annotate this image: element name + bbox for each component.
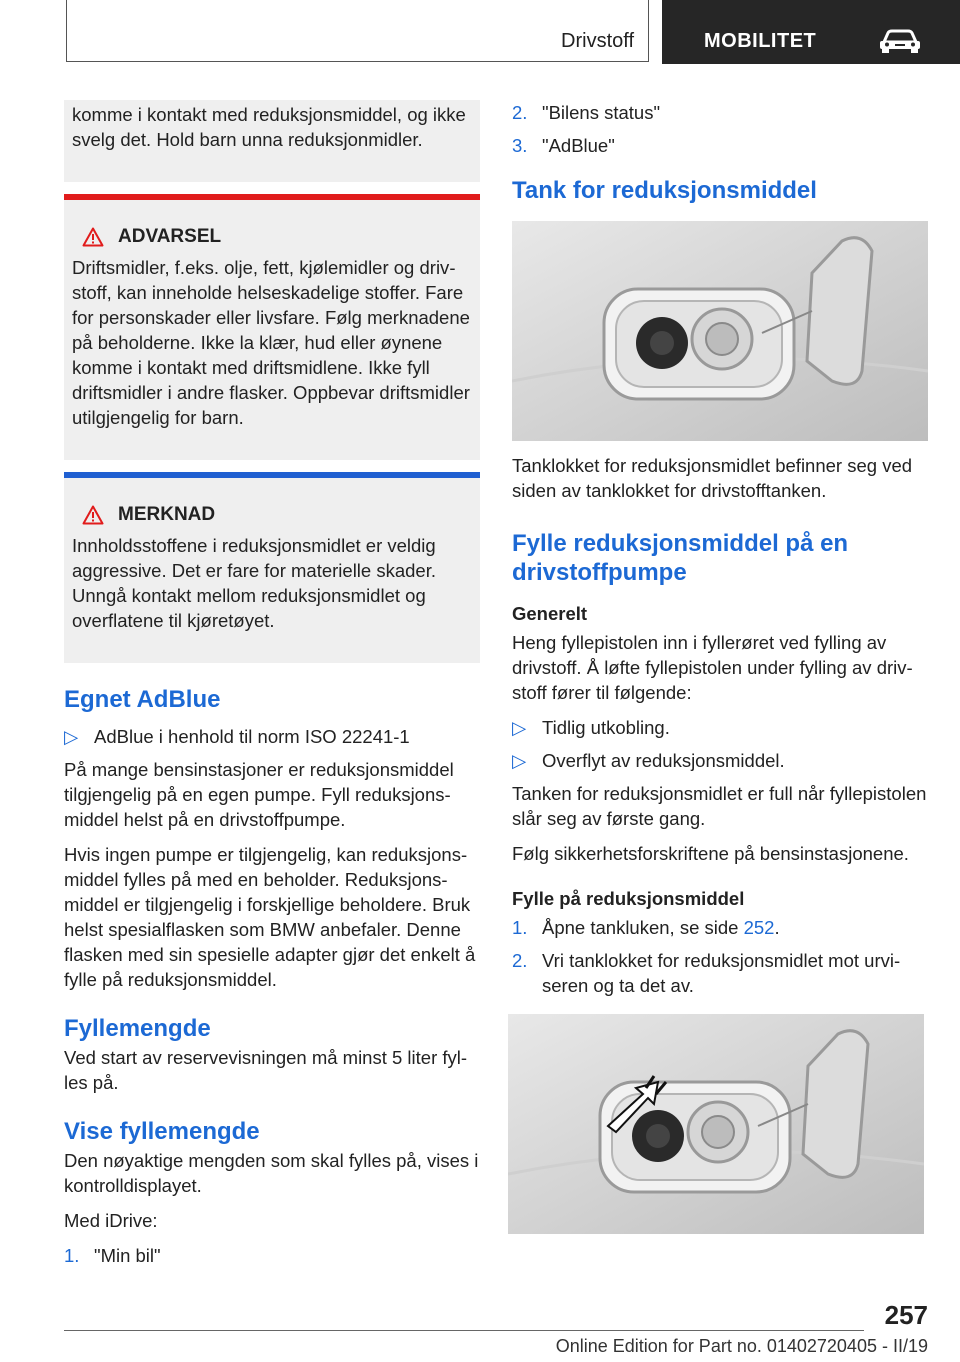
note-text: Innholdsstoffene i reduksjonsmidlet er veldig aggressive. Det er fare for materielle skader. Unngå kontakt mellom reduksjonsmidlet og overflatene til kjøretøyet. [72,535,436,631]
chapter-title: MOBILITET [704,30,817,52]
page-number: 257 [884,1300,928,1330]
step-text: "Min bil" [94,1245,161,1266]
bullet-text: Tidlig utkobling. [542,717,670,738]
list-item [512,948,928,998]
list-item [512,715,928,740]
step-text-pre: Åpne tankluken, se side [542,917,744,938]
tank-cap-illustration [512,221,928,441]
step-text-post: . [774,917,780,938]
chapter-tab [662,0,960,64]
list-item [512,748,928,773]
note-label: MERKNAD [118,504,216,525]
image-caption: Tanklokket for reduksjonsmidlet befinner seg ved siden av tanklokket for drivstofftanken. [512,455,913,501]
step-text [542,915,928,940]
bullet-text: AdBlue i henhold til norm ISO 22241-1 [94,726,410,747]
paragraph: Med iDrive: [64,1210,158,1231]
car-icon [878,28,922,54]
list-item [64,724,480,749]
bullet-marker: ▷ [512,717,527,738]
step-number: 1. [512,917,528,938]
footer-edition: Online Edition for Part no. 01402720405 - II/19 [555,1336,928,1356]
left-column [64,100,480,1276]
paragraph: Følg sikkerhetsforskriftene på bensinstasjonene. [512,843,909,864]
paragraph: Tanken for reduksjonsmidlet er full når fyllepistolen slår seg av første gang. [512,783,927,829]
subheading-generelt: Generelt [512,603,588,624]
warning-box [64,194,480,460]
step-number: 1. [64,1245,80,1266]
list-item [512,133,928,158]
list-item [512,100,928,125]
subheading-fylle-pa: Fylle på reduksjonsmiddel [512,888,745,909]
footer-divider [64,1330,864,1331]
step-text: "AdBlue" [542,135,615,156]
step-text: Vri tanklokket for reduksjonsmidlet mot urviseren og ta det av. [542,950,901,996]
warning-text: Driftsmidler, f.eks. olje, fett, kjølemidler og drivstoff, kan inneholde helseskadelige stoffer. Fare for personskader eller livsfare. Følg merknadene på beholderne. Ikke la klær, hud eller øynene komme i kontakt med driftsmidlene. Ikke fyll driftsmidler i andre flasker. Oppbevar driftsmidler utilgjengelig for barn. [72,257,470,428]
bullet-text: Overflyt av reduksjonsmiddel. [542,750,785,771]
continued-warning-box [64,100,480,182]
warning-triangle-icon [82,227,104,247]
page-reference-link[interactable]: 252 [743,917,775,938]
section-tab [66,0,649,62]
paragraph: Ved start av reservevisningen må minst 5 liter fylles på. [64,1047,468,1093]
warning-title [82,224,470,249]
page-header [66,0,960,64]
note-title [82,502,470,527]
list-item [512,915,928,940]
heading-fyllemengde: Fyllemengde [64,1015,211,1042]
bullet-marker: ▷ [64,726,79,747]
paragraph: På mange bensinstasjoner er reduksjonsmiddel tilgjengelig på en egen pumpe. Fyll reduksjonsmiddel helst på en drivstoffpumpe. [64,759,454,830]
continued-text: komme i kontakt med reduksjonsmiddel, og ikke svelg det. Hold barn unna reduksjonmidler. [72,104,466,150]
paragraph: Hvis ingen pumpe er tilgjengelig, kan reduksjonsmiddel fylles på med en beholder. Reduksjonsmiddel er tilgjengelig i forskjellige beholdere. Bruk helst spesialflasken som BMW anbefaler. Denne flasken med sin spesielle adapter gjør det enkelt å fylle på reduksjonsmiddel. [64,844,476,990]
section-title: Drivstoff [561,30,634,52]
warning-label: ADVARSEL [118,226,222,247]
paragraph: Den nøyaktige mengden som skal fylles på, vises i kontrolldisplayet. [64,1150,479,1196]
heading-egnet-adblue: Egnet AdBlue [64,686,221,713]
step-number: 2. [512,950,528,971]
paragraph: Heng fyllepistolen inn i fyllerøret ved fylling av drivstoff. Å løfte fyllepistolen under fylling av drivstoff fører til følgende: [512,632,913,703]
right-column [512,100,928,1234]
list-item [64,1243,480,1268]
heading-vise-fyllemengde: Vise fyllemengde [64,1118,260,1145]
note-box [64,472,480,663]
bullet-marker: ▷ [512,750,527,771]
unscrew-cap-illustration [508,1014,924,1234]
heading-fylle: Fylle reduksjonsmiddel på en drivstoffpumpe [512,530,849,586]
step-number: 3. [512,135,528,156]
step-text: "Bilens status" [542,102,661,123]
warning-triangle-icon [82,505,104,525]
heading-tank: Tank for reduksjonsmiddel [512,177,817,204]
step-number: 2. [512,102,528,123]
